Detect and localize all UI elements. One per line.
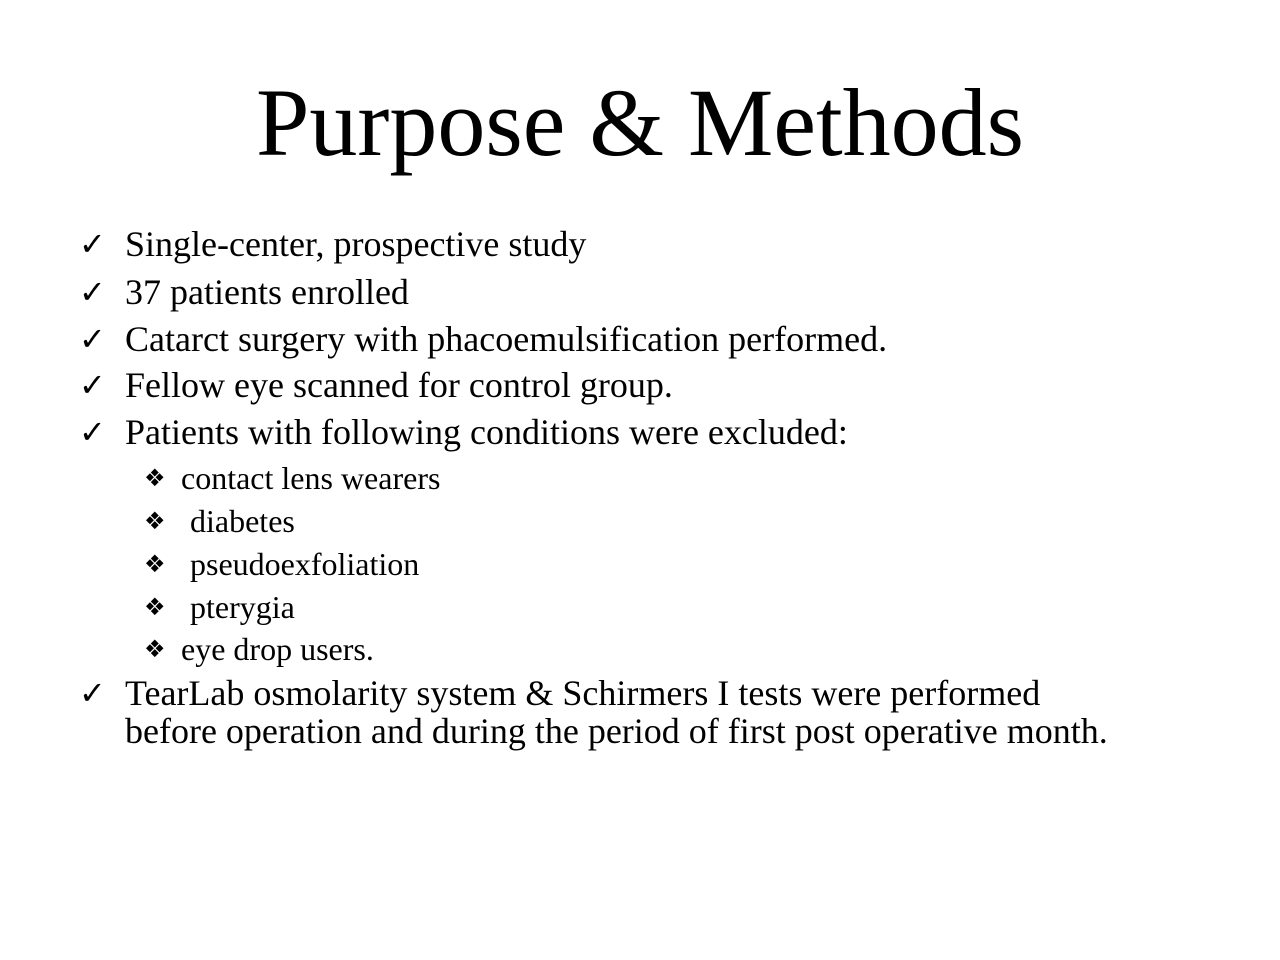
diamond-bullet-icon: ❖ bbox=[144, 464, 166, 492]
checkmark-icon: ✓ bbox=[79, 366, 106, 404]
diamond-bullet-icon: ❖ bbox=[144, 507, 166, 535]
bullet-text-continued: before operation and during the period of first post operative month. bbox=[125, 711, 1108, 751]
bullet-text: 37 patients enrolled bbox=[125, 272, 409, 312]
diamond-bullet-icon: ❖ bbox=[144, 550, 166, 578]
diamond-bullet-icon: ❖ bbox=[144, 593, 166, 621]
bullet-text: Fellow eye scanned for control group. bbox=[125, 365, 673, 405]
checkmark-icon: ✓ bbox=[79, 413, 106, 451]
bullet-text: Single-center, prospective study bbox=[125, 224, 587, 264]
exclusion-text: pseudoexfoliation bbox=[190, 546, 420, 582]
checkmark-icon: ✓ bbox=[79, 225, 106, 263]
bullet-text: TearLab osmolarity system & Schirmers I tests were performed bbox=[125, 673, 1041, 713]
exclusion-text: diabetes bbox=[190, 503, 295, 539]
exclusion-text: eye drop users. bbox=[181, 631, 374, 667]
slide-title: Purpose & Methods bbox=[256, 69, 1024, 176]
checkmark-icon: ✓ bbox=[79, 320, 106, 358]
checkmark-icon: ✓ bbox=[79, 674, 106, 712]
exclusion-text: pterygia bbox=[190, 589, 295, 625]
exclusion-text: contact lens wearers bbox=[181, 460, 441, 496]
bullet-text: Patients with following conditions were excluded: bbox=[125, 412, 848, 452]
diamond-bullet-icon: ❖ bbox=[144, 635, 166, 663]
bullet-text: Catarct surgery with phacoemulsification performed. bbox=[125, 319, 888, 359]
checkmark-icon: ✓ bbox=[79, 273, 106, 311]
